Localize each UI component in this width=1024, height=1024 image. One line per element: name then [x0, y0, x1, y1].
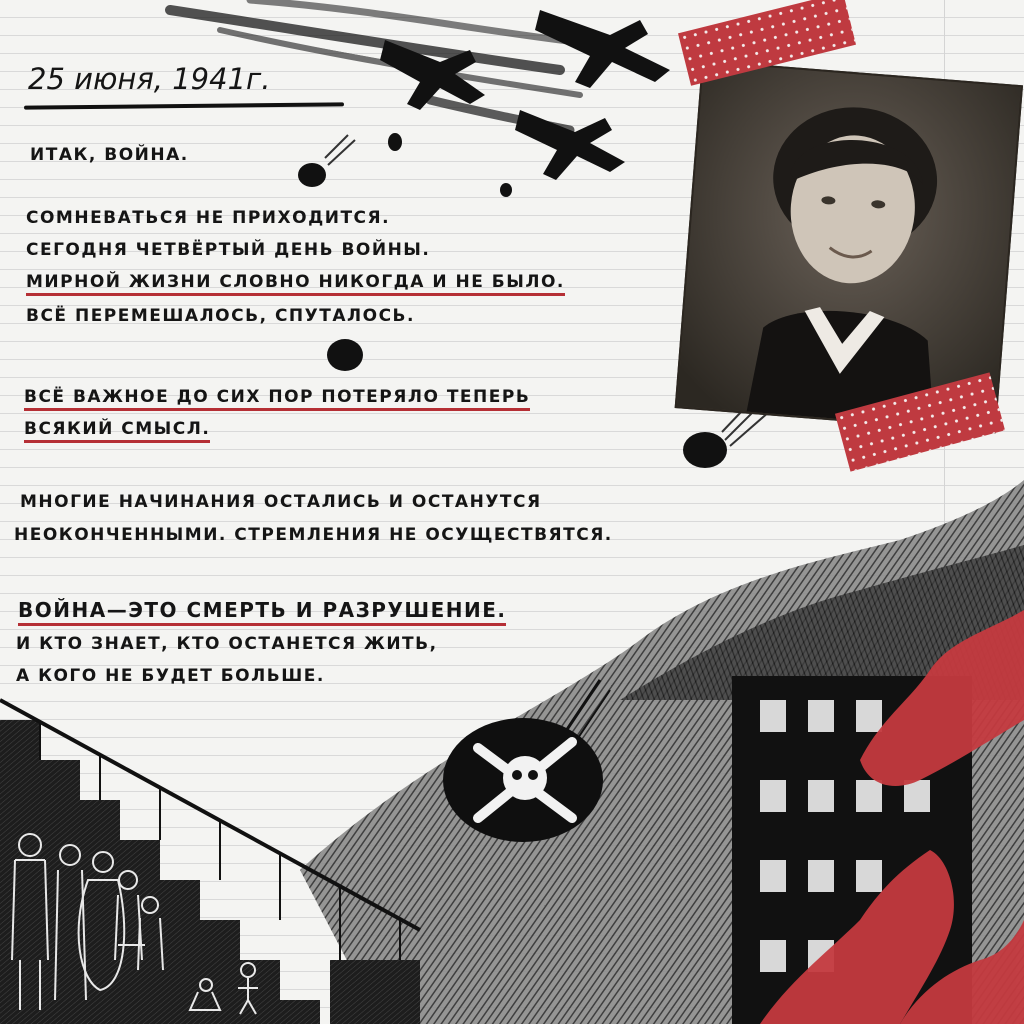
portrait-photo: [675, 60, 1019, 429]
skull-bomb-icon: [443, 680, 610, 842]
diary-line: МИРНОЙ ЖИЗНИ СЛОВНО НИКОГДА И НЕ БЫЛО.: [26, 272, 565, 292]
diary-line: НЕОКОНЧЕННЫМИ. СТРЕМЛЕНИЯ НЕ ОСУЩЕСТВЯТСЯ.: [14, 525, 613, 545]
diary-line: СЕГОДНЯ ЧЕТВЁРТЫЙ ДЕНЬ ВОЙНЫ.: [26, 240, 431, 260]
diary-line: ВСЁ ВАЖНОЕ ДО СИХ ПОР ПОТЕРЯЛО ТЕПЕРЬ: [24, 387, 530, 407]
diary-line: МНОГИЕ НАЧИНАНИЯ ОСТАЛИСЬ И ОСТАНУТСЯ: [20, 492, 542, 512]
airplane-icon: [515, 110, 625, 180]
bomb-icon: [298, 133, 727, 468]
diary-line: ВОЙНА—ЭТО СМЕРТЬ И РАЗРУШЕНИЕ.: [18, 598, 506, 622]
airplane-icon: [535, 10, 670, 88]
diary-date: 25 июня, 1941г.: [28, 62, 271, 96]
diary-line: А КОГО НЕ БУДЕТ БОЛЬШЕ.: [16, 666, 325, 686]
diary-line: ИТАК, ВОЙНА.: [30, 145, 189, 165]
diary-line: ВСЁ ПЕРЕМЕШАЛОСЬ, СПУТАЛОСЬ.: [26, 306, 415, 326]
diary-line: СОМНЕВАТЬСЯ НЕ ПРИХОДИТСЯ.: [26, 208, 391, 228]
diary-line: ВСЯКИЙ СМЫСЛ.: [24, 419, 210, 439]
diary-line: И КТО ЗНАЕТ, КТО ОСТАНЕТСЯ ЖИТЬ,: [16, 634, 438, 654]
portrait-figure: [677, 62, 1021, 431]
